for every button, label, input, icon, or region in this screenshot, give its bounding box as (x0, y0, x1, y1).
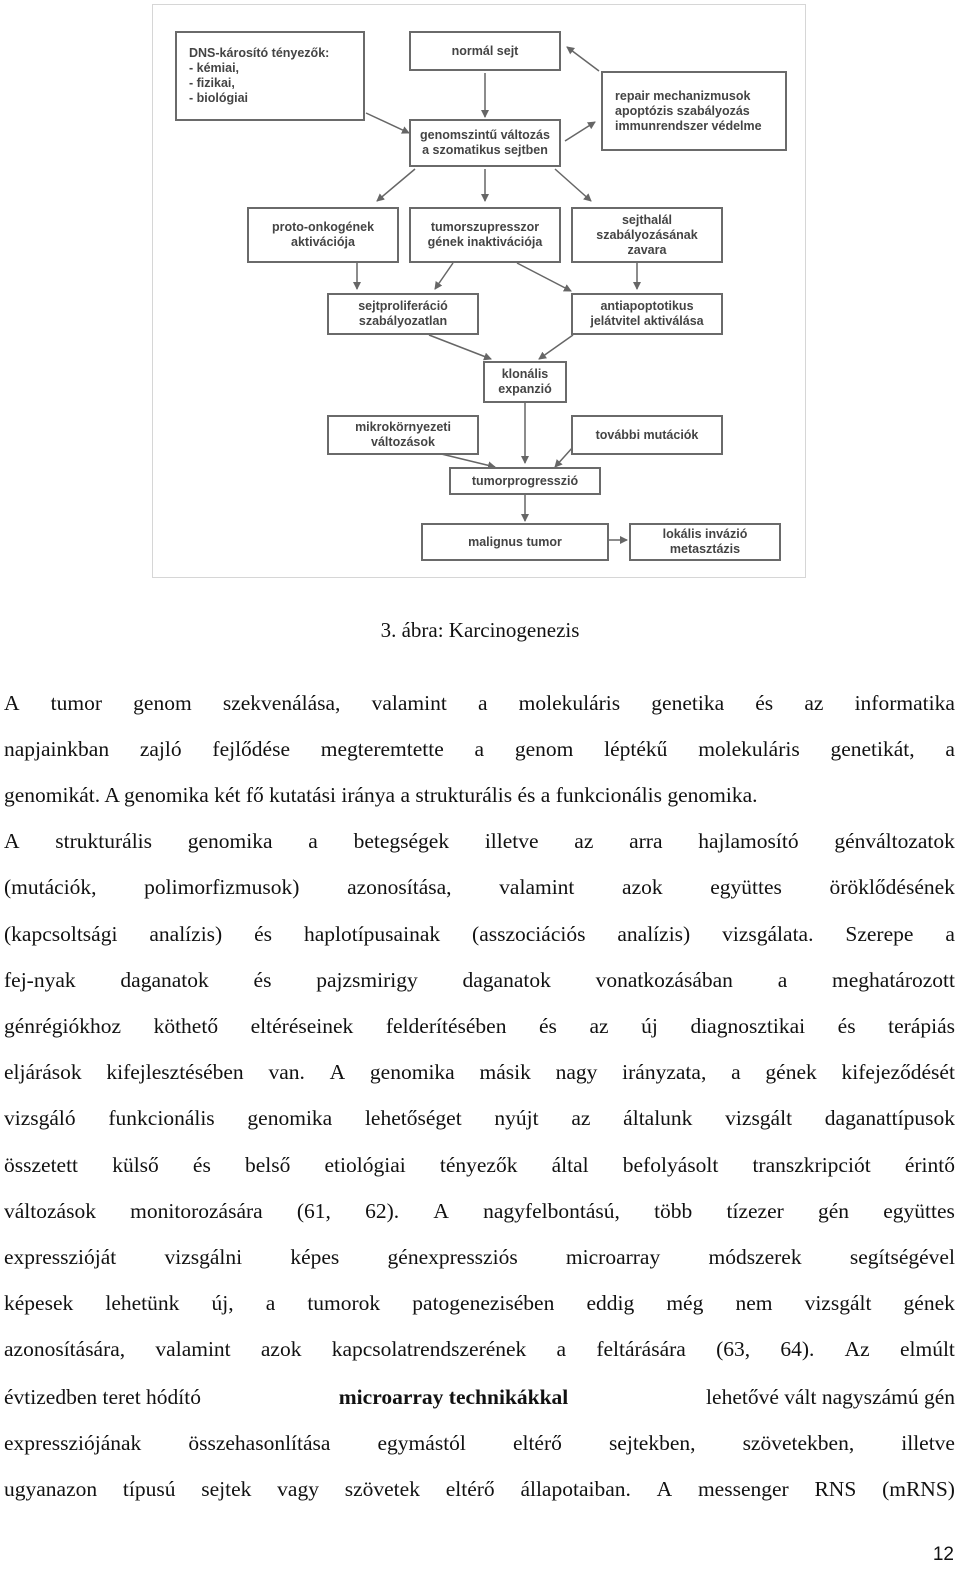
word: eltérő (445, 1477, 495, 1502)
word: másik (479, 1060, 531, 1085)
arrow-prolif-to-klonalis (429, 335, 491, 359)
antiapoptotic-box (571, 293, 723, 335)
word: valamint (499, 875, 575, 900)
word: expressziójának (4, 1431, 142, 1456)
word: RNS (814, 1477, 857, 1502)
paragraph-line-11 (4, 1142, 955, 1188)
paragraph-line-15 (4, 1327, 955, 1373)
word: és (755, 690, 774, 715)
word: tumorok (307, 1291, 381, 1316)
word: (61, (296, 1198, 331, 1223)
word: gének (903, 1291, 955, 1316)
paragraph-line-14 (4, 1281, 955, 1327)
word: molekuláris (518, 690, 621, 715)
word: patogenezisében (412, 1291, 555, 1316)
word: A (329, 1060, 346, 1085)
local-invasion-line-2: metasztázis (669, 542, 741, 556)
word: A (433, 1198, 449, 1223)
line16-before: évtizedben teret hódító (4, 1384, 202, 1409)
word: nagyfelbontású, (483, 1198, 620, 1223)
dns-damaging-factors-box (175, 31, 365, 121)
word: feltárására (596, 1337, 686, 1362)
word: zajló (139, 736, 182, 761)
word: szövetek (344, 1477, 420, 1502)
microenvironment-box (327, 415, 479, 455)
clonal-expansion-box (483, 361, 567, 403)
word: (mRNS) (882, 1477, 955, 1502)
word: Az (844, 1337, 870, 1362)
word: valamint (155, 1337, 231, 1362)
page-number: 12 (932, 1544, 954, 1565)
word: összetett (4, 1152, 79, 1177)
word: még (666, 1291, 704, 1316)
paragraph-line-17 (4, 1421, 955, 1467)
word: daganatok (120, 967, 209, 992)
word: vonatkozásában (595, 967, 733, 992)
tumor-progression-label: tumorprogresszió (471, 473, 579, 488)
normal-cell-label: normál sejt (451, 43, 519, 58)
arrow-genom-to-sejthalal (555, 169, 591, 201)
word: vizsgálni (164, 1244, 243, 1269)
word: van. (268, 1060, 305, 1085)
word: genomika (369, 1060, 455, 1085)
word: analízis) (149, 921, 223, 946)
word: a (265, 1291, 276, 1316)
word: nagy (555, 1060, 598, 1085)
repair-line-3: immunrendszer védelme (615, 118, 762, 133)
cell-proliferation-box (327, 293, 479, 335)
dns-box-item-biologiai: - biológiai (189, 91, 249, 105)
cell-death-line-3: zavara (627, 242, 667, 257)
word: együttes (883, 1198, 955, 1223)
tumor-suppressor-box (409, 207, 561, 263)
word: a (556, 1337, 567, 1362)
word: állapotaiban. (520, 1477, 631, 1502)
dns-box-item-kemiai: - kémiai, (189, 61, 240, 75)
line16-bold-term: microarray technikákkal (338, 1384, 569, 1409)
word: 64). (780, 1337, 815, 1362)
word: vizsgálata. (722, 921, 814, 946)
word: vizsgált (725, 1106, 793, 1131)
word: hajlamosító (698, 829, 799, 854)
word: genomika (247, 1106, 333, 1131)
word: változások (4, 1198, 96, 1223)
word: molekuláris (698, 736, 800, 761)
word: vizsgált (804, 1291, 872, 1316)
word: pajzsmirigy (316, 967, 418, 992)
word: expresszióját (4, 1244, 117, 1269)
paragraph-line-10 (4, 1096, 955, 1142)
clonal-expansion-line-1: klonális (501, 367, 549, 381)
proto-oncogene-box (247, 207, 399, 263)
microenvironment-line-2: változások (371, 435, 435, 449)
word: daganatok (462, 967, 551, 992)
word: A (4, 690, 20, 715)
word: a (477, 690, 488, 715)
word: elmúlt (899, 1337, 955, 1362)
word: (63, (716, 1337, 751, 1362)
word: (kapcsoltsági (4, 921, 118, 946)
tumor-suppressor-line-1: tumorszupresszor (430, 220, 540, 234)
arrow-genom-to-repair (565, 122, 595, 141)
word: illetve (484, 829, 539, 854)
paragraph-line-8 (4, 1003, 955, 1049)
genomic-change-line-1: genomszintű változás (420, 128, 550, 142)
word: funkcionális (108, 1106, 215, 1131)
cell-death-regulation-box (571, 207, 723, 263)
word: kifejlesztésében (106, 1060, 244, 1085)
word: kapcsolatrendszerének (331, 1337, 527, 1362)
word: az (571, 1106, 591, 1131)
word: diagnosztikai (690, 1013, 806, 1038)
paragraph-line-5 (4, 865, 955, 911)
word: meghatározott (832, 967, 955, 992)
arrow-antiapop-to-klonalis (539, 335, 573, 359)
word: érintő (904, 1152, 955, 1177)
arrow-tumorszup-to-antiapop (517, 263, 571, 291)
word: eljárások (4, 1060, 82, 1085)
word: arra (629, 829, 663, 854)
paragraph-line-2 (4, 726, 955, 772)
paragraph-line-7 (4, 957, 955, 1003)
word: (mutációk, (4, 875, 97, 900)
word: Szerepe (845, 921, 914, 946)
word: genomika (187, 829, 273, 854)
word: szövetekben, (742, 1431, 855, 1456)
word: gének (765, 1060, 817, 1085)
word: génexpressziós (387, 1244, 518, 1269)
further-mutations-box (571, 415, 723, 455)
word: 62). (365, 1198, 400, 1223)
word: daganattípusok (824, 1106, 955, 1131)
paragraph-line-9 (4, 1050, 955, 1096)
paragraph-line-6 (4, 911, 955, 957)
word: képes (290, 1244, 340, 1269)
arrow-repair-to-normal (567, 47, 599, 71)
proto-oncogene-line-2: aktivációja (291, 235, 355, 249)
word: léptékű (604, 736, 668, 761)
cell-death-line-2: szabályozásának (596, 227, 698, 242)
word: monitorozására (130, 1198, 263, 1223)
word: együttes (710, 875, 782, 900)
word: a (474, 736, 485, 761)
repair-line-1: repair mechanizmusok (615, 88, 751, 103)
word: szekvenálása, (222, 690, 341, 715)
paragraph-line-12 (4, 1188, 955, 1234)
word: a (777, 967, 788, 992)
carcinogenesis-figure (152, 4, 806, 578)
word: illetve (901, 1431, 955, 1456)
figure-caption: 3. ábra: Karcinogenezis (380, 618, 580, 642)
tumor-suppressor-line-2: gének inaktivációja (427, 235, 543, 249)
word: belső (244, 1152, 291, 1177)
word: strukturális (55, 829, 153, 854)
word: eltérő (512, 1431, 562, 1456)
word: és (837, 1013, 856, 1038)
word: lehetünk (105, 1291, 180, 1316)
word: irányzata, (622, 1060, 707, 1085)
word: napjainkban (4, 736, 110, 761)
paragraph-line-16 (4, 1374, 955, 1420)
word: gén (817, 1198, 850, 1223)
malignant-tumor-label: malignus tumor (468, 534, 562, 549)
word: transzkripciót (752, 1152, 871, 1177)
word: típusú (122, 1477, 176, 1502)
word: A (4, 829, 20, 854)
repair-line-2: apoptózis szabályozás (615, 103, 750, 118)
word: befolyásolt (622, 1152, 719, 1177)
word: kifejeződését (841, 1060, 955, 1085)
word: öröklődésének (829, 875, 955, 900)
word: által (551, 1152, 589, 1177)
word: tényezők (439, 1152, 518, 1177)
word: microarray (565, 1244, 661, 1269)
local-invasion-box (629, 523, 781, 561)
word: és (253, 967, 272, 992)
word: vizsgáló (4, 1106, 76, 1131)
word: valamint (371, 690, 447, 715)
word: etiológiai (324, 1152, 406, 1177)
word: informatika (854, 690, 955, 715)
cell-proliferation-line-1: sejtproliferáció (358, 299, 448, 313)
malignant-tumor-box (421, 523, 609, 561)
paragraph-line-4 (4, 819, 955, 865)
word: fejlődése (212, 736, 291, 761)
word: új (641, 1013, 658, 1038)
word: tumor (50, 690, 103, 715)
word: genetika (651, 690, 725, 715)
word: a (945, 736, 955, 761)
paragraph-line-1 (4, 680, 955, 726)
word: ugyanazon (4, 1477, 98, 1502)
word: tízezer (726, 1198, 784, 1223)
word: az (574, 829, 594, 854)
word: haplotípusainak (303, 921, 441, 946)
word: képesek (4, 1291, 74, 1316)
dns-box-item-fizikai: - fizikai, (189, 76, 235, 90)
word: genom (133, 690, 192, 715)
word: összehasonlítása (188, 1431, 331, 1456)
word: felderítésében (385, 1013, 507, 1038)
word: terápiás (888, 1013, 955, 1038)
normal-cell-box (409, 31, 561, 71)
further-mutations-label: további mutációk (595, 427, 699, 442)
repair-mechanisms-box (601, 71, 787, 151)
paragraph-line-18 (4, 1467, 955, 1513)
word: genetikát, (830, 736, 915, 761)
word: fej-nyak (4, 967, 76, 992)
arrow-genom-to-proto (377, 169, 415, 201)
word: génrégiókhoz (4, 1013, 122, 1038)
paragraph-line-3 (4, 772, 955, 818)
word: segítségével (849, 1244, 955, 1269)
arrow-dns-to-genom (366, 113, 409, 133)
word: polimorfizmusok) (144, 875, 300, 900)
word: sejtekben, (608, 1431, 696, 1456)
arrow-tumorszup-to-prolif (435, 263, 453, 289)
word: új, (211, 1291, 234, 1316)
word: azok (260, 1337, 302, 1362)
word: nem (735, 1291, 773, 1316)
word: sejtek (201, 1477, 252, 1502)
word: módszerek (708, 1244, 802, 1269)
proto-oncogene-line-1: proto-onkogének (271, 220, 375, 234)
genomic-change-line-2: a szomatikus sejtben (422, 143, 548, 157)
word: általunk (623, 1106, 693, 1131)
word: betegségek (353, 829, 450, 854)
word: azok (622, 875, 663, 900)
word: több (654, 1198, 693, 1223)
word: messenger (697, 1477, 789, 1502)
line-text: genomikát. A genomika két fő kutatási iránya a strukturális és a funkcionális genomika. (4, 782, 758, 807)
word: analízis) (617, 921, 691, 946)
word: és (254, 921, 273, 946)
word: megteremtette (320, 736, 444, 761)
word: génváltozatok (834, 829, 955, 854)
word: eddig (586, 1291, 635, 1316)
microenvironment-line-1: mikrokörnyezeti (355, 420, 451, 434)
paragraph-line-13 (4, 1234, 955, 1280)
word: egymástól (377, 1431, 466, 1456)
word: az (804, 690, 824, 715)
word: a (945, 921, 955, 946)
line16-after: lehetővé vált nagyszámú gén (706, 1384, 955, 1409)
word: az (589, 1013, 609, 1038)
word: genom (514, 736, 574, 761)
cell-proliferation-line-2: szabályozatlan (358, 314, 448, 328)
word: eltéréseinek (250, 1013, 354, 1038)
word: vagy (277, 1477, 319, 1502)
tumor-progression-box (449, 467, 601, 495)
local-invasion-line-1: lokális invázió (662, 527, 748, 541)
antiapoptotic-line-2: jelátvitel aktiválása (590, 314, 704, 328)
word: (asszociációs (472, 921, 586, 946)
word: a (308, 829, 318, 854)
genomic-change-box (409, 119, 561, 167)
word: lehetőséget (364, 1106, 462, 1131)
word: azonosítására, (4, 1337, 126, 1362)
word: köthető (153, 1013, 219, 1038)
clonal-expansion-line-2: expanzió (498, 382, 552, 396)
antiapoptotic-line-1: antiapoptotikus (600, 299, 694, 313)
cell-death-line-1: sejthalál (621, 212, 673, 227)
word: nyújt (494, 1106, 539, 1131)
word: külső (112, 1152, 159, 1177)
word: a (731, 1060, 741, 1085)
word: és (539, 1013, 557, 1038)
word: és (192, 1152, 211, 1177)
dns-box-title: DNS-károsító tényezők: (189, 46, 330, 60)
word: A (656, 1477, 673, 1502)
word: azonosítása, (347, 875, 452, 900)
